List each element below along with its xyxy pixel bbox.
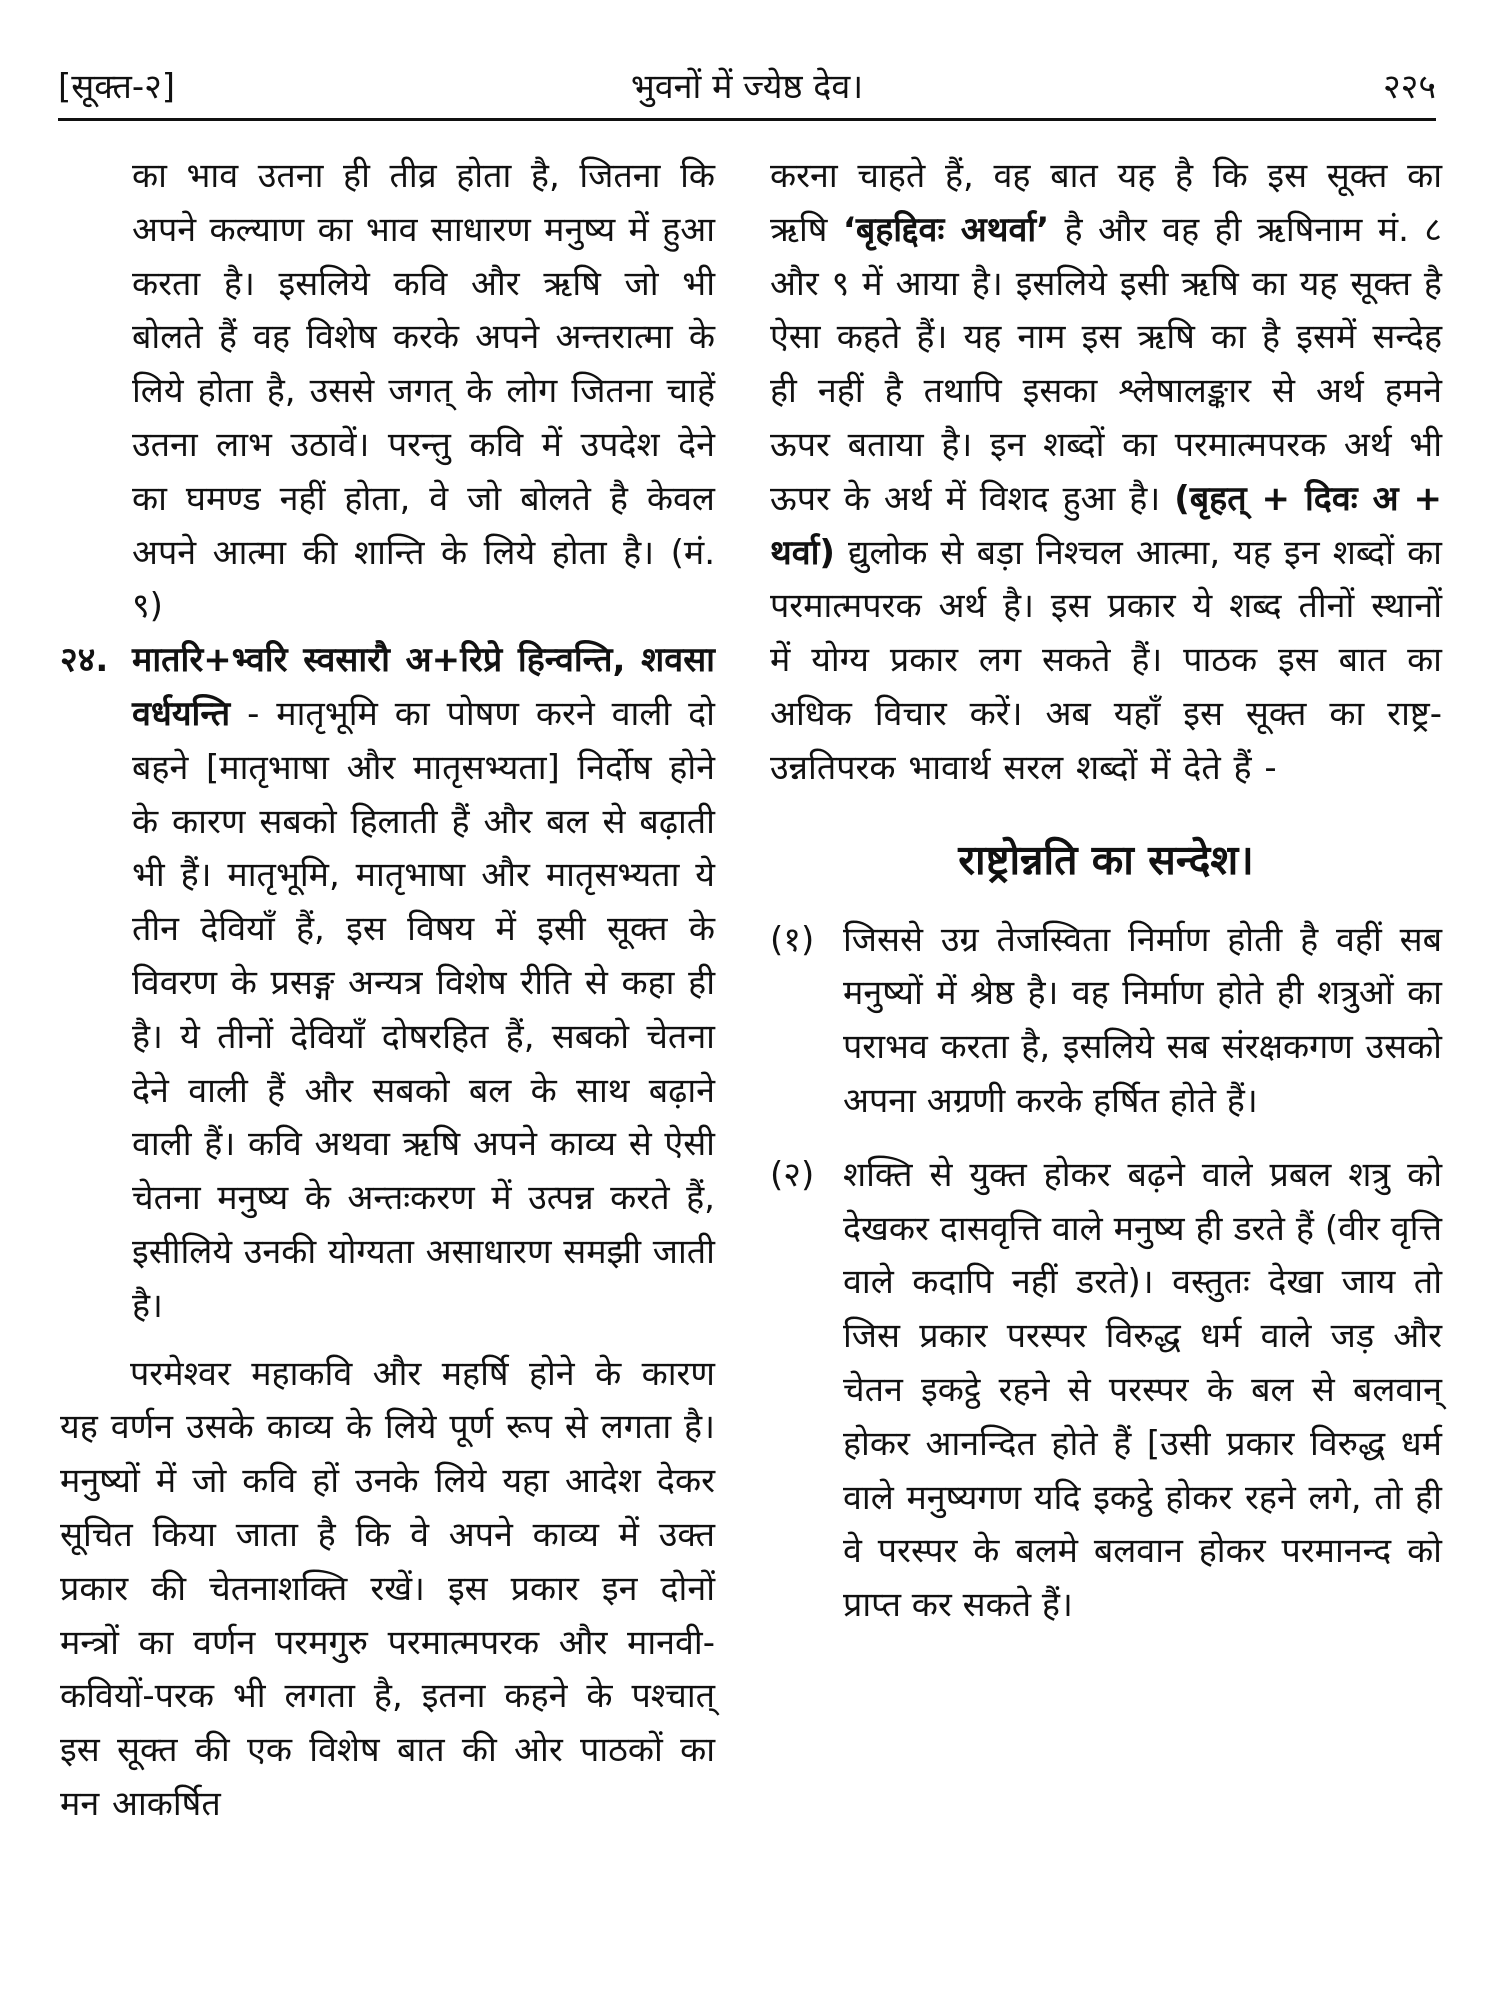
list-item: [770, 914, 1442, 1129]
list-item: [770, 1149, 1442, 1633]
page-number: २२५: [1382, 67, 1436, 107]
rishi-name: ‘बृहद्दिवः अथर्वा’: [842, 209, 1050, 250]
list-item-number: (२): [770, 1154, 815, 1195]
paragraph-part-3: द्युलोक से बड़ा निश्चल आत्मा, यह इन शब्दों का परमात्मपरक अर्थ है। इस प्रकार ये शब्द तीनों स्थानों में योग्य प्रकार लग सकते हैं। पाठक इस बात का अधिक विचार करें। अब यहाँ इस सूक्त का राष्ट्र-उन्नतिपरक भावार्थ सरल शब्दों में देते हैं -: [770, 532, 1442, 788]
list-item-number: (१): [770, 919, 815, 960]
list-item-text: शक्ति से युक्त होकर बढ़ने वाले प्रबल शत्रु को देखकर दासवृत्ति वाले मनुष्य ही डरते हैं (वीर वृत्ति वाले कदापि नहीं डरते)। वस्तुतः देखा जाय तो जिस प्रकार परस्पर विरुद्ध धर्म वाले जड़ और चेतन इकट्ठे रहने से परस्पर के बल से बलवान् होकर आनन्दित होते हैं [उसी प्रकार विरुद्ध धर्म वाले मनुष्यगण यदि इकट्ठे होकर रहने लगे, तो ही वे परस्पर के बलमे बलवान होकर परमानन्द को प्राप्त कर सकते हैं।: [843, 1154, 1442, 1626]
sukta-label: [सूक्त-२]: [58, 67, 176, 107]
continued-paragraph: [770, 150, 1442, 796]
item-number: २४.: [60, 640, 109, 681]
intro-paragraph: का भाव उतना ही तीव्र होता है, जितना कि अपने कल्याण का भाव साधारण मनुष्य में हुआ करता है। इसलिये कवि और ऋषि जो भी बोलते हैं वह विशेष करके अपने अन्तरात्मा के लिये होता है, उससे जगत् के लोग जितना चाहें उतना लाभ उठावें। परन्तु कवि में उपदेश देने का घमण्ड नहीं होता, वे जो बोलते है केवल अपने आत्मा की शान्ति के लिये होता है। (मं. ९): [132, 156, 715, 627]
paragraph-part-2: है और वह ही ऋषिनाम मं. ८ और ९ में आया है। इसलिये इसी ऋषि का यह सूक्त है ऐसा कहते हैं। यह नाम इस ऋषि का है इसमें सन्देह ही नहीं है तथापि इसका श्लेषालङ्कार से अर्थ हमने ऊपर बताया है। इन शब्दों का परमात्मपरक अर्थ भी ऊपर के अर्थ में विशद हुआ है।: [770, 209, 1442, 519]
section-heading: राष्ट्रोन्नति का सन्देश।: [958, 835, 1254, 884]
list-item-text: जिससे उग्र तेजस्विता निर्माण होती है वहीं सब मनुष्यों में श्रेष्ठ है। वह निर्माण होते ही शत्रुओं का पराभव करता है, इसलिये सब संरक्षकगण उसको अपना अग्रणी करके हर्षित होते हैं।: [843, 919, 1442, 1121]
closing-paragraph: परमेश्वर महाकवि और महर्षि होने के कारण यह वर्णन उसके काव्य के लिये पूर्ण रूप से लगता है। मनुष्यों में जो कवि हों उनके लिये यहा आदेश देकर सूचित किया जाता है कि वे अपने काव्य में उक्त प्रकार की चेतनाशक्ति रखें। इस प्रकार इन दोनों मन्त्रों का वर्णन परमगुरु परमात्मपरक और मानवी-कवियों-परक भी लगता है, इतना कहने के पश्चात् इस सूक्त की एक विशेष बात की ओर पाठकों का मन आकर्षित: [60, 1353, 715, 1824]
commentary-item-24: [60, 634, 715, 1333]
mantra-explanation: - मातृभूमि का पोषण करने वाली दो बहने [मातृभाषा और मातृसभ्यता] निर्दोष होने के कारण सबको हिलाती हैं और बल से बढ़ाती भी हैं। मातृभूमि, मातृभाषा और मातृसभ्यता ये तीन देवियाँ हैं, इस विषय में इसी सूक्त के विवरण के प्रसङ्ग अन्यत्र विशेष रीति से कहा ही है। ये तीनों देवियाँ दोषरहित हैं, सबको चेतना देने वाली हैं और सबको बल के साथ बढ़ाने वाली हैं। कवि अथवा ऋषि अपने काव्य से ऐसी चेतना मनुष्य के अन्तःकरण में उत्पन्न करते हैं, इसीलिये उनकी योग्यता असाधारण समझी जाती है।: [132, 693, 715, 1326]
mantra-text: मातरि+भ्वरि स्वसारौ अ+रिप्रे हिन्वन्ति, शवसा वर्धयन्ति: [132, 640, 715, 734]
word-split: (बृहत् + दिवः अ + थर्वा): [770, 478, 1442, 573]
left-column: [60, 150, 715, 1832]
right-column: [770, 150, 1442, 1653]
running-title: भुवनों में ज्येष्ठ देव।: [630, 67, 864, 107]
paragraph-part-1: करना चाहते हैं, वह बात यह है कि इस सूक्त का ऋषि: [770, 156, 1442, 250]
page-header: [58, 58, 1436, 121]
